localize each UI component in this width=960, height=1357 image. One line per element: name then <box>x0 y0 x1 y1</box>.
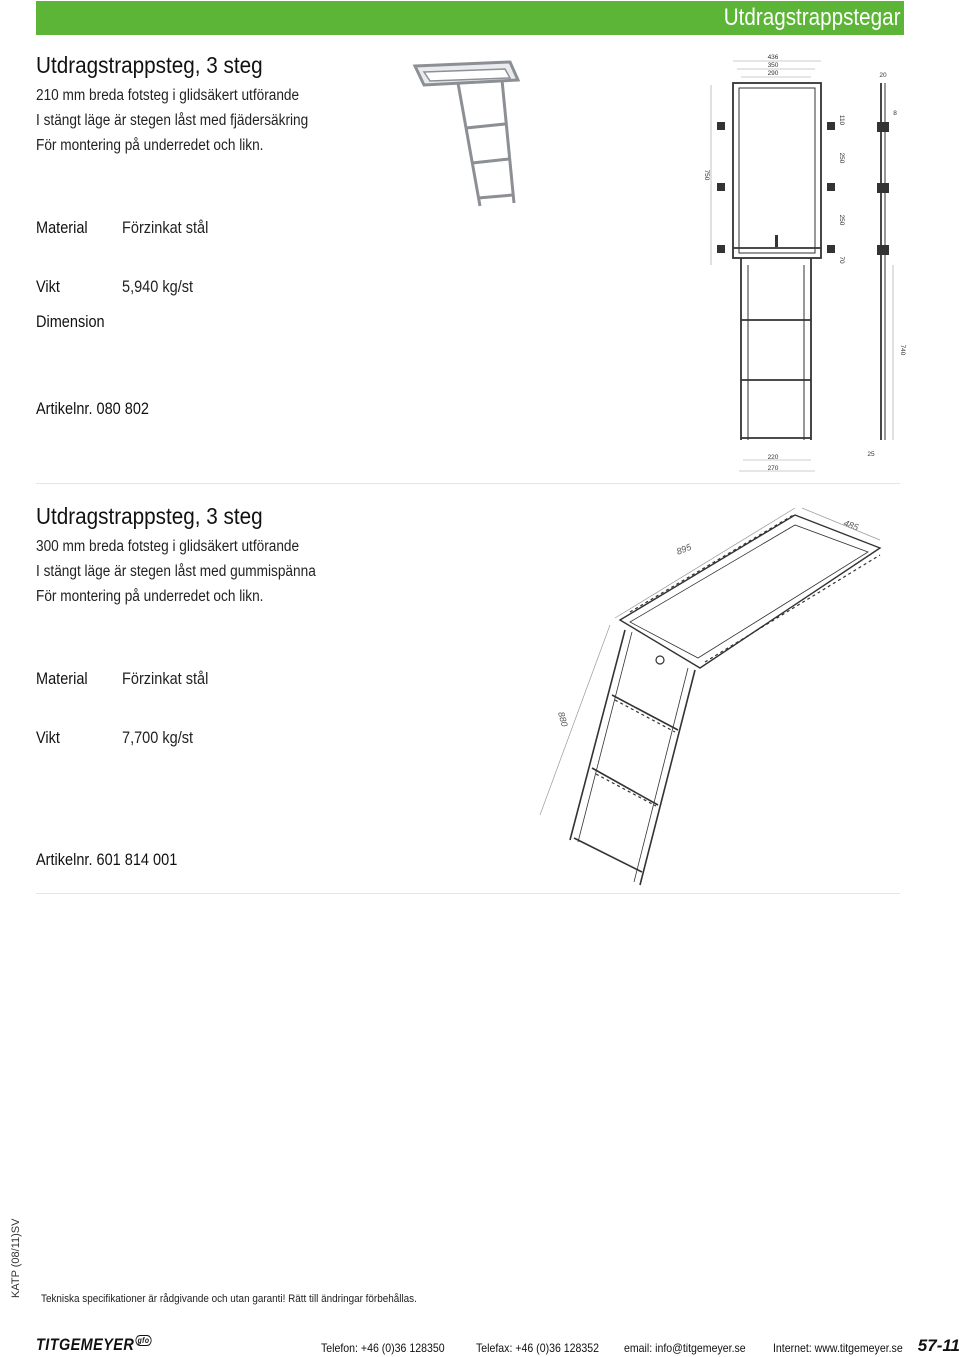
dimension-label: Dimension <box>36 313 105 331</box>
product-1-text <box>36 52 345 158</box>
weight-label: Vikt <box>36 278 60 296</box>
internet-text: Internet: www.titgemeyer.se <box>773 1341 903 1355</box>
dim-label: 8 <box>893 110 897 117</box>
fax-text: Telefax: +46 (0)36 128352 <box>476 1341 600 1355</box>
dim-label: 895 <box>675 541 693 557</box>
technical-drawing-1 <box>693 50 913 475</box>
ladder-photo <box>410 58 525 213</box>
description-line: 300 mm breda fotsteg i glidsäkert utförande <box>36 538 300 555</box>
dim-label: 436 <box>767 54 779 61</box>
weight-value: 5,940 kg/st <box>122 278 194 296</box>
logo-text: TITGEMEYER <box>36 1335 135 1354</box>
dim-label: 110 <box>838 114 845 126</box>
section-title: Utdragstrappstegar <box>723 4 900 31</box>
header-bar <box>36 1 904 35</box>
dim-label: 880 <box>556 710 570 728</box>
dim-label: 250 <box>838 214 845 226</box>
dim-label: 350 <box>767 62 779 69</box>
description-line: I stängt läge är stegen låst med fjädersäkring <box>36 112 309 129</box>
material-label: Material <box>36 219 88 237</box>
dim-label: 270 <box>767 465 779 472</box>
weight-label: Vikt <box>36 729 60 747</box>
description-line: För montering på underredet och likn. <box>36 137 264 154</box>
article-number: Artikelnr. 601 814 001 <box>36 851 178 869</box>
dim-label: 70 <box>838 256 845 264</box>
catalog-code: KATP (08/11)SV <box>10 1218 22 1298</box>
section-divider <box>36 483 900 484</box>
dim-label: 290 <box>767 70 779 77</box>
description-line: För montering på underredet och likn. <box>36 588 264 605</box>
dim-label: 485 <box>842 517 860 533</box>
section-divider <box>36 893 900 894</box>
material-label: Material <box>36 670 88 688</box>
footer-bar <box>36 1333 960 1357</box>
dim-label: 740 <box>899 344 906 356</box>
page-number: 57-11 <box>917 1336 960 1355</box>
dim-label: 20 <box>879 72 887 79</box>
company-logo <box>36 1335 152 1355</box>
technical-drawing-2 <box>530 500 900 890</box>
dim-label: 220 <box>767 454 779 461</box>
material-value: Förzinkat stål <box>122 670 209 688</box>
article-number: Artikelnr. 080 802 <box>36 400 150 418</box>
logo-badge: gfo <box>135 1335 152 1346</box>
dim-label: 25 <box>867 451 875 458</box>
weight-value: 7,700 kg/st <box>122 729 194 747</box>
description-line: I stängt läge är stegen låst med gummispänna <box>36 563 316 580</box>
email-text: email: info@titgemeyer.se <box>624 1341 746 1355</box>
product-title: Utdragstrappsteg, 3 steg <box>36 52 263 78</box>
product-title: Utdragstrappsteg, 3 steg <box>36 503 263 529</box>
disclaimer-note: Tekniska specifikationer är rådgivande och utan garanti! Rätt till ändringar förbehållas. <box>41 1293 417 1305</box>
dim-label: 250 <box>838 152 845 164</box>
dim-label: 750 <box>703 169 710 181</box>
phone-text: Telefon: +46 (0)36 128350 <box>321 1341 445 1355</box>
product-2-text <box>36 503 354 609</box>
material-value: Förzinkat stål <box>122 219 209 237</box>
description-line: 210 mm breda fotsteg i glidsäkert utförande <box>36 87 300 104</box>
